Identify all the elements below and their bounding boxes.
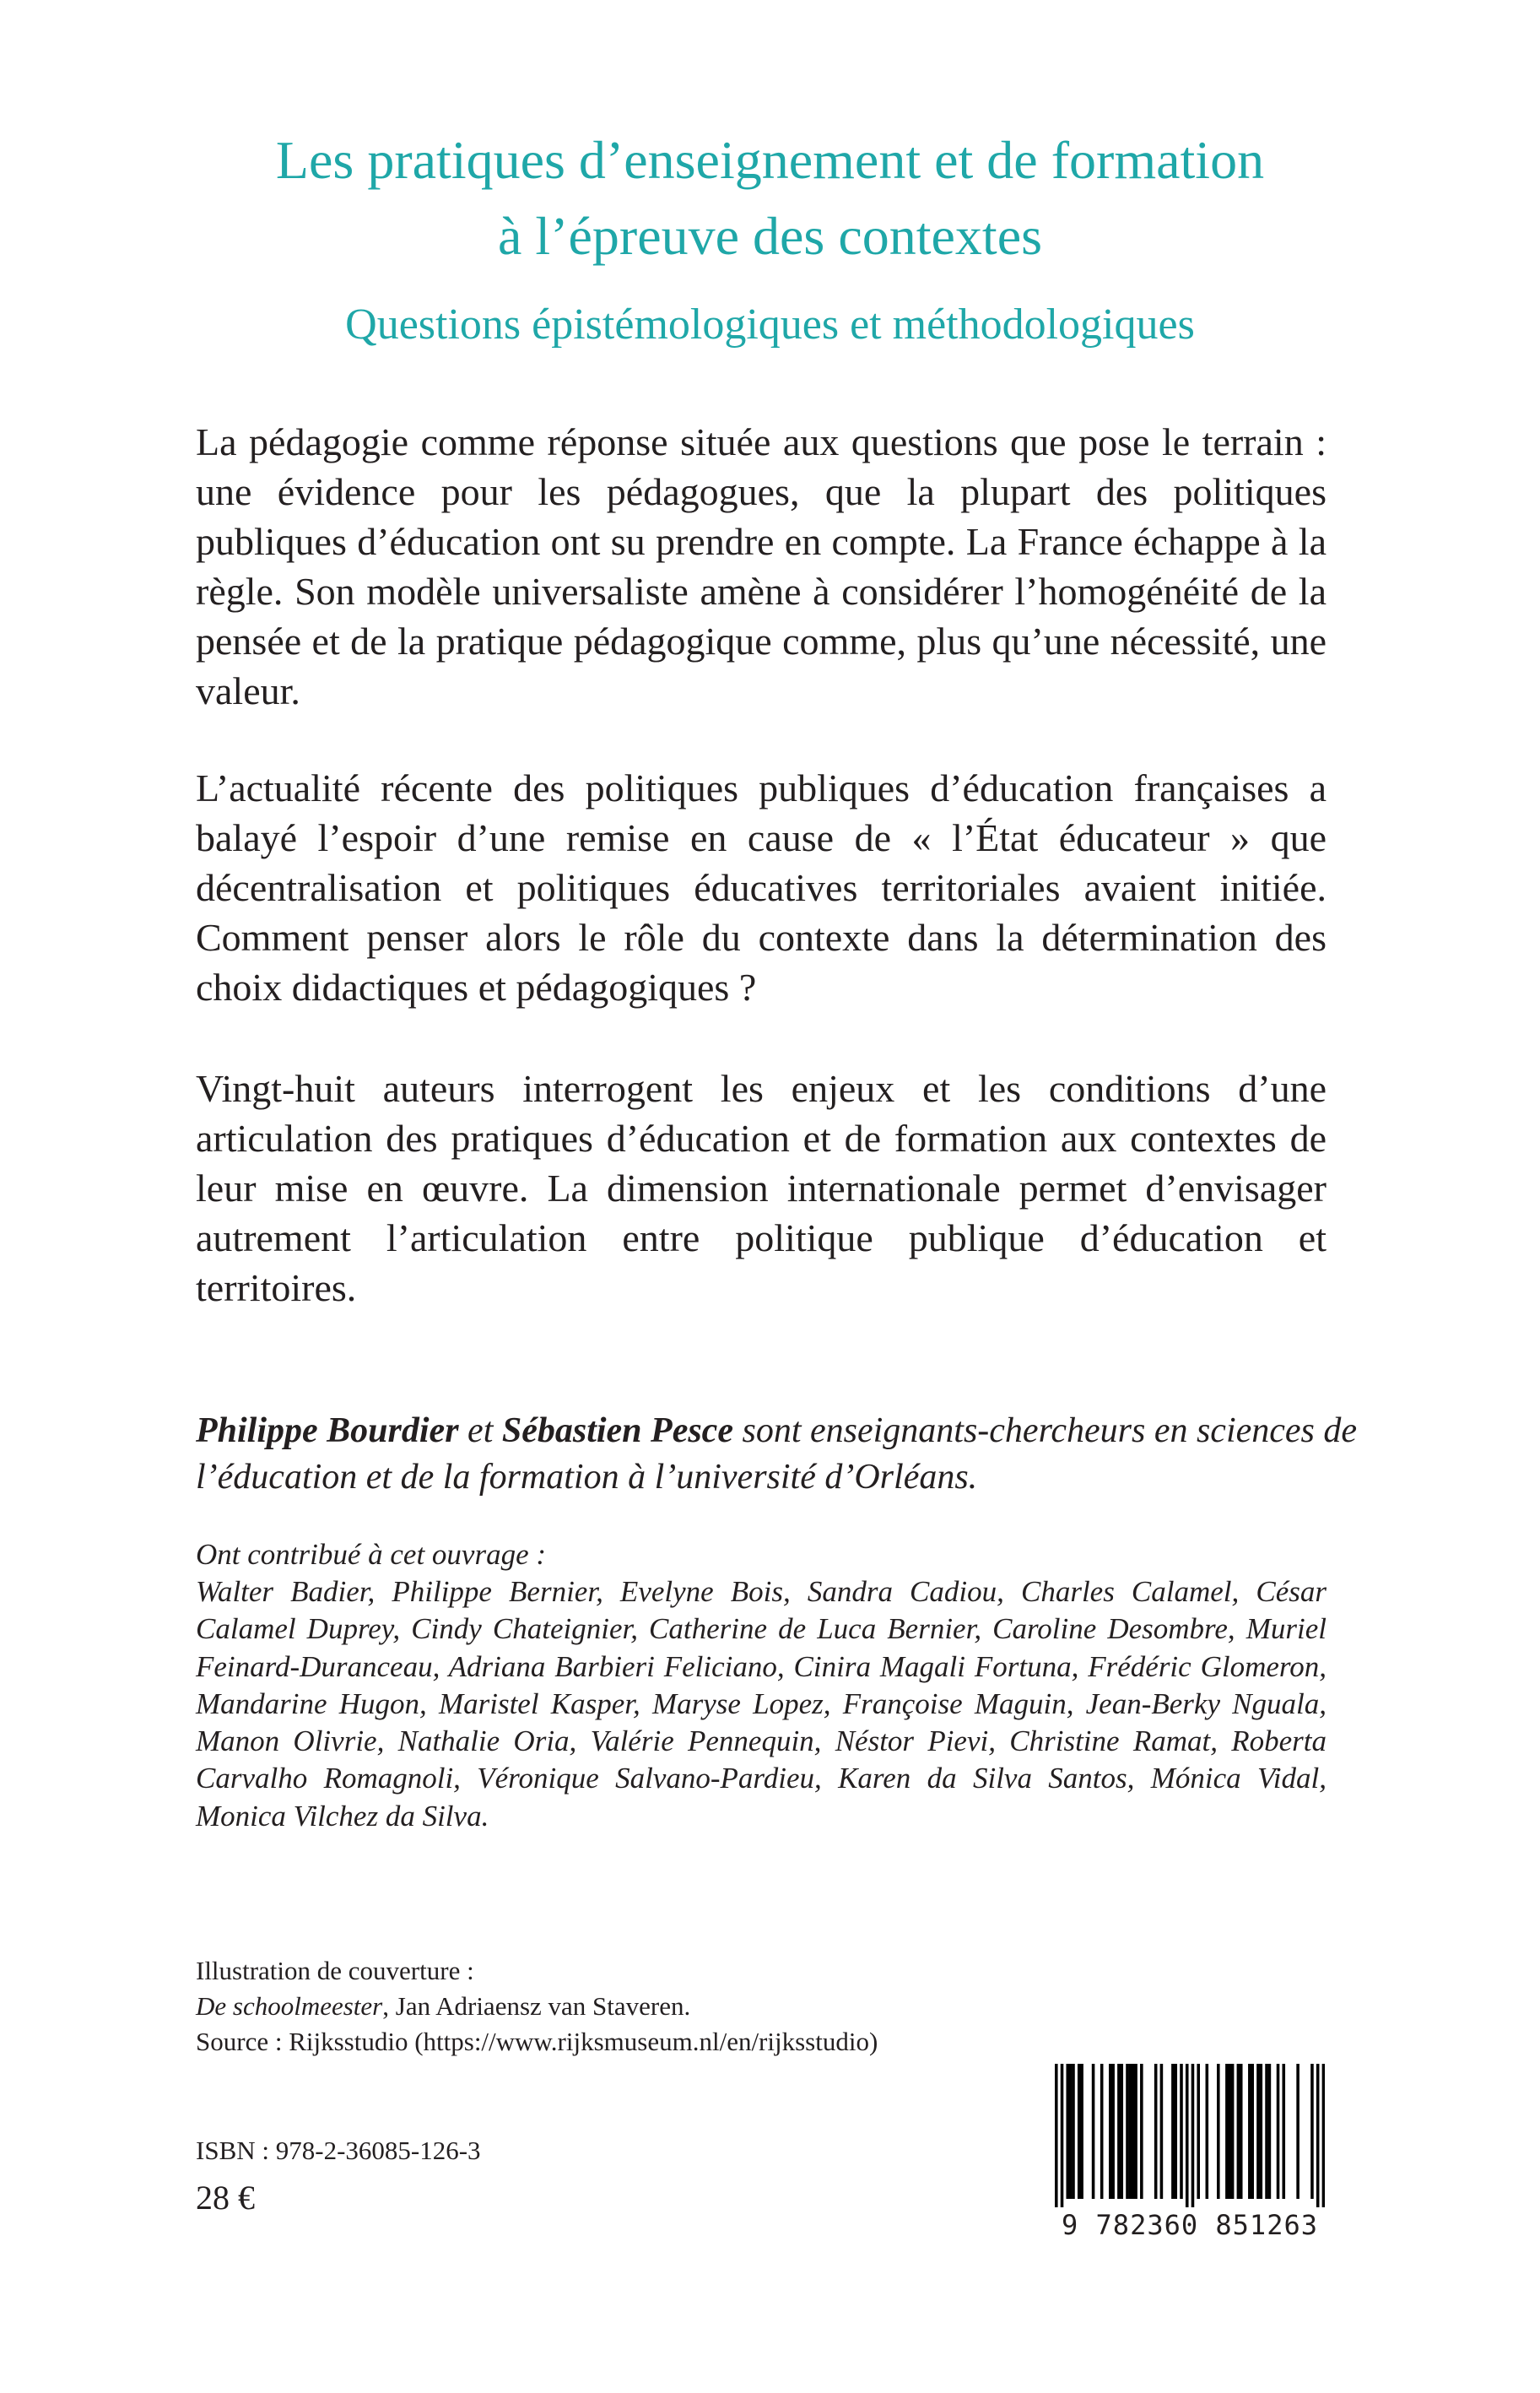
barcode-bar (1240, 2064, 1243, 2199)
artwork-title: De schoolmeester (196, 1991, 383, 2021)
barcode-bar (1228, 2064, 1231, 2199)
authors-description: sont enseignants-chercheurs en sciences de l’éducation et de la formation à l’université d’Orléans. (196, 1411, 1358, 1497)
barcode-bar (1322, 2064, 1325, 2207)
barcode-number: 9 782360 851263 (1062, 2209, 1318, 2241)
barcode-bar (1174, 2064, 1177, 2199)
authors-note (196, 1408, 1360, 1501)
barcode-bar (1191, 2064, 1195, 2207)
barcode-bar (1109, 2064, 1112, 2199)
barcode-bar (1120, 2064, 1123, 2199)
book-subtitle: Questions épistémologiques et méthodologiques (345, 300, 1195, 349)
barcode-bar (1072, 2064, 1075, 2199)
barcode-bar (1140, 2064, 1143, 2199)
barcode-bar (1100, 2064, 1104, 2199)
barcode-bar (1078, 2064, 1081, 2199)
summary-paragraph-1: La pédagogie comme réponse située aux questions que pose le terrain : une évidence pour les pédagogues, que la plupart des politiques publiques d’éducation ont su prendre en compte. La France échappe à la règle. Son modèle universaliste amène à considérer l’homogénéité de la pensée et de la pratique pédagogique comme, plus qu’une nécessité, une valeur. (196, 420, 1327, 712)
summary-paragraph-2: L’actualité récente des politiques publiques d’éducation françaises a balayé l’espoir d’une remise en cause de « l’État éducateur » que décentralisation et politiques éducatives territoriales avaient initiée. Comment penser alors le rôle du contexte dans la détermination des choix didactiques et pédagogiques ? (196, 766, 1327, 1009)
barcode-bar (1237, 2064, 1240, 2199)
authors-conjunction: et (458, 1411, 502, 1450)
author-name-2: Sébastien Pesce (501, 1411, 733, 1450)
barcode-bar (1126, 2064, 1129, 2199)
barcode-bar (1256, 2064, 1260, 2199)
barcode-bar (1310, 2064, 1314, 2199)
barcode-bar (1268, 2064, 1272, 2199)
barcode (1055, 2064, 1325, 2207)
barcode-bar (1197, 2064, 1200, 2199)
artwork-artist: , Jan Adriaensz van Staveren. (382, 1991, 691, 2021)
barcode-bars (1055, 2064, 1325, 2207)
barcode-bar (1154, 2064, 1158, 2199)
barcode-bar (1129, 2064, 1132, 2199)
barcode-bar (1132, 2064, 1135, 2199)
barcode-bar (1117, 2064, 1121, 2199)
barcode-bar (1277, 2064, 1280, 2199)
barcode-bar (1217, 2064, 1220, 2199)
price: 28 € (196, 2179, 255, 2217)
image-source: Source : Rijksstudio (https://www.rijksmuseum.nl/en/rijksstudio) (196, 2027, 878, 2056)
barcode-bar (1111, 2064, 1115, 2199)
cover-illustration-label: Illustration de couverture : (196, 1956, 474, 1985)
barcode-bar (1251, 2064, 1254, 2199)
barcode-bar (1180, 2064, 1183, 2199)
book-title-line-2: à l’épreuve des contextes (497, 206, 1043, 266)
book-title-line-1: Les pratiques d’enseignement et de formation (275, 130, 1265, 190)
barcode-bar (1069, 2064, 1073, 2199)
barcode-bar (1316, 2064, 1320, 2207)
barcode-bar (1055, 2064, 1058, 2207)
contributors-list: Walter Badier, Philippe Bernier, Evelyne Bois, Sandra Cadiou, Charles Calamel, César Calamel Duprey, Cindy Chateignier, Catherine de Luca Bernier, Caroline Desombre, Muriel Feinard-Duranceau, Adriana Barbieri Feliciano, Cinira Magali Fortuna, Frédéric Glomeron, Mandarine Hugon, Maristel Kasper, Maryse Lopez, Françoise Maguin, Jean-Berky Nguala, Manon Olivrie, Nathalie Oria, Valérie Pennequin, Néstor Pievi, Christine Ramat, Roberta Carvalho Romagnoli, Véronique Salvano-Pardieu, Karen da Silva Santos, Mónica Vidal, Monica Vilchez da Silva. (196, 1575, 1327, 1833)
cover-illustration-work (196, 1990, 690, 2023)
barcode-bar (1092, 2064, 1095, 2199)
summary-paragraph-3: Vingt-huit auteurs interrogent les enjeux et les conditions d’une articulation des pratiques d’éducation et de formation aux contextes de leur mise en œuvre. La dimension internationale permet d’envisager autrement l’articulation entre politique publique d’éducation et territoires. (196, 1067, 1327, 1309)
barcode-bar (1206, 2064, 1209, 2199)
barcode-bar (1282, 2064, 1285, 2199)
contributors-label: Ont contribué à cet ouvrage : (196, 1538, 547, 1571)
barcode-bar (1225, 2064, 1229, 2199)
barcode-bar (1186, 2064, 1189, 2207)
barcode-bar (1080, 2064, 1083, 2199)
barcode-bar (1231, 2064, 1235, 2199)
barcode-bar (1296, 2064, 1300, 2199)
isbn: ISBN : 978-2-36085-126-3 (196, 2136, 481, 2165)
barcode-bar (1134, 2064, 1137, 2199)
barcode-bar (1260, 2064, 1263, 2199)
barcode-bar (1265, 2064, 1268, 2199)
barcode-bar (1061, 2064, 1064, 2207)
barcode-bar (1171, 2064, 1175, 2199)
author-name-1: Philippe Bourdier (196, 1411, 459, 1450)
barcode-bar (1160, 2064, 1164, 2199)
barcode-bar (1248, 2064, 1251, 2199)
barcode-bar (1066, 2064, 1069, 2199)
